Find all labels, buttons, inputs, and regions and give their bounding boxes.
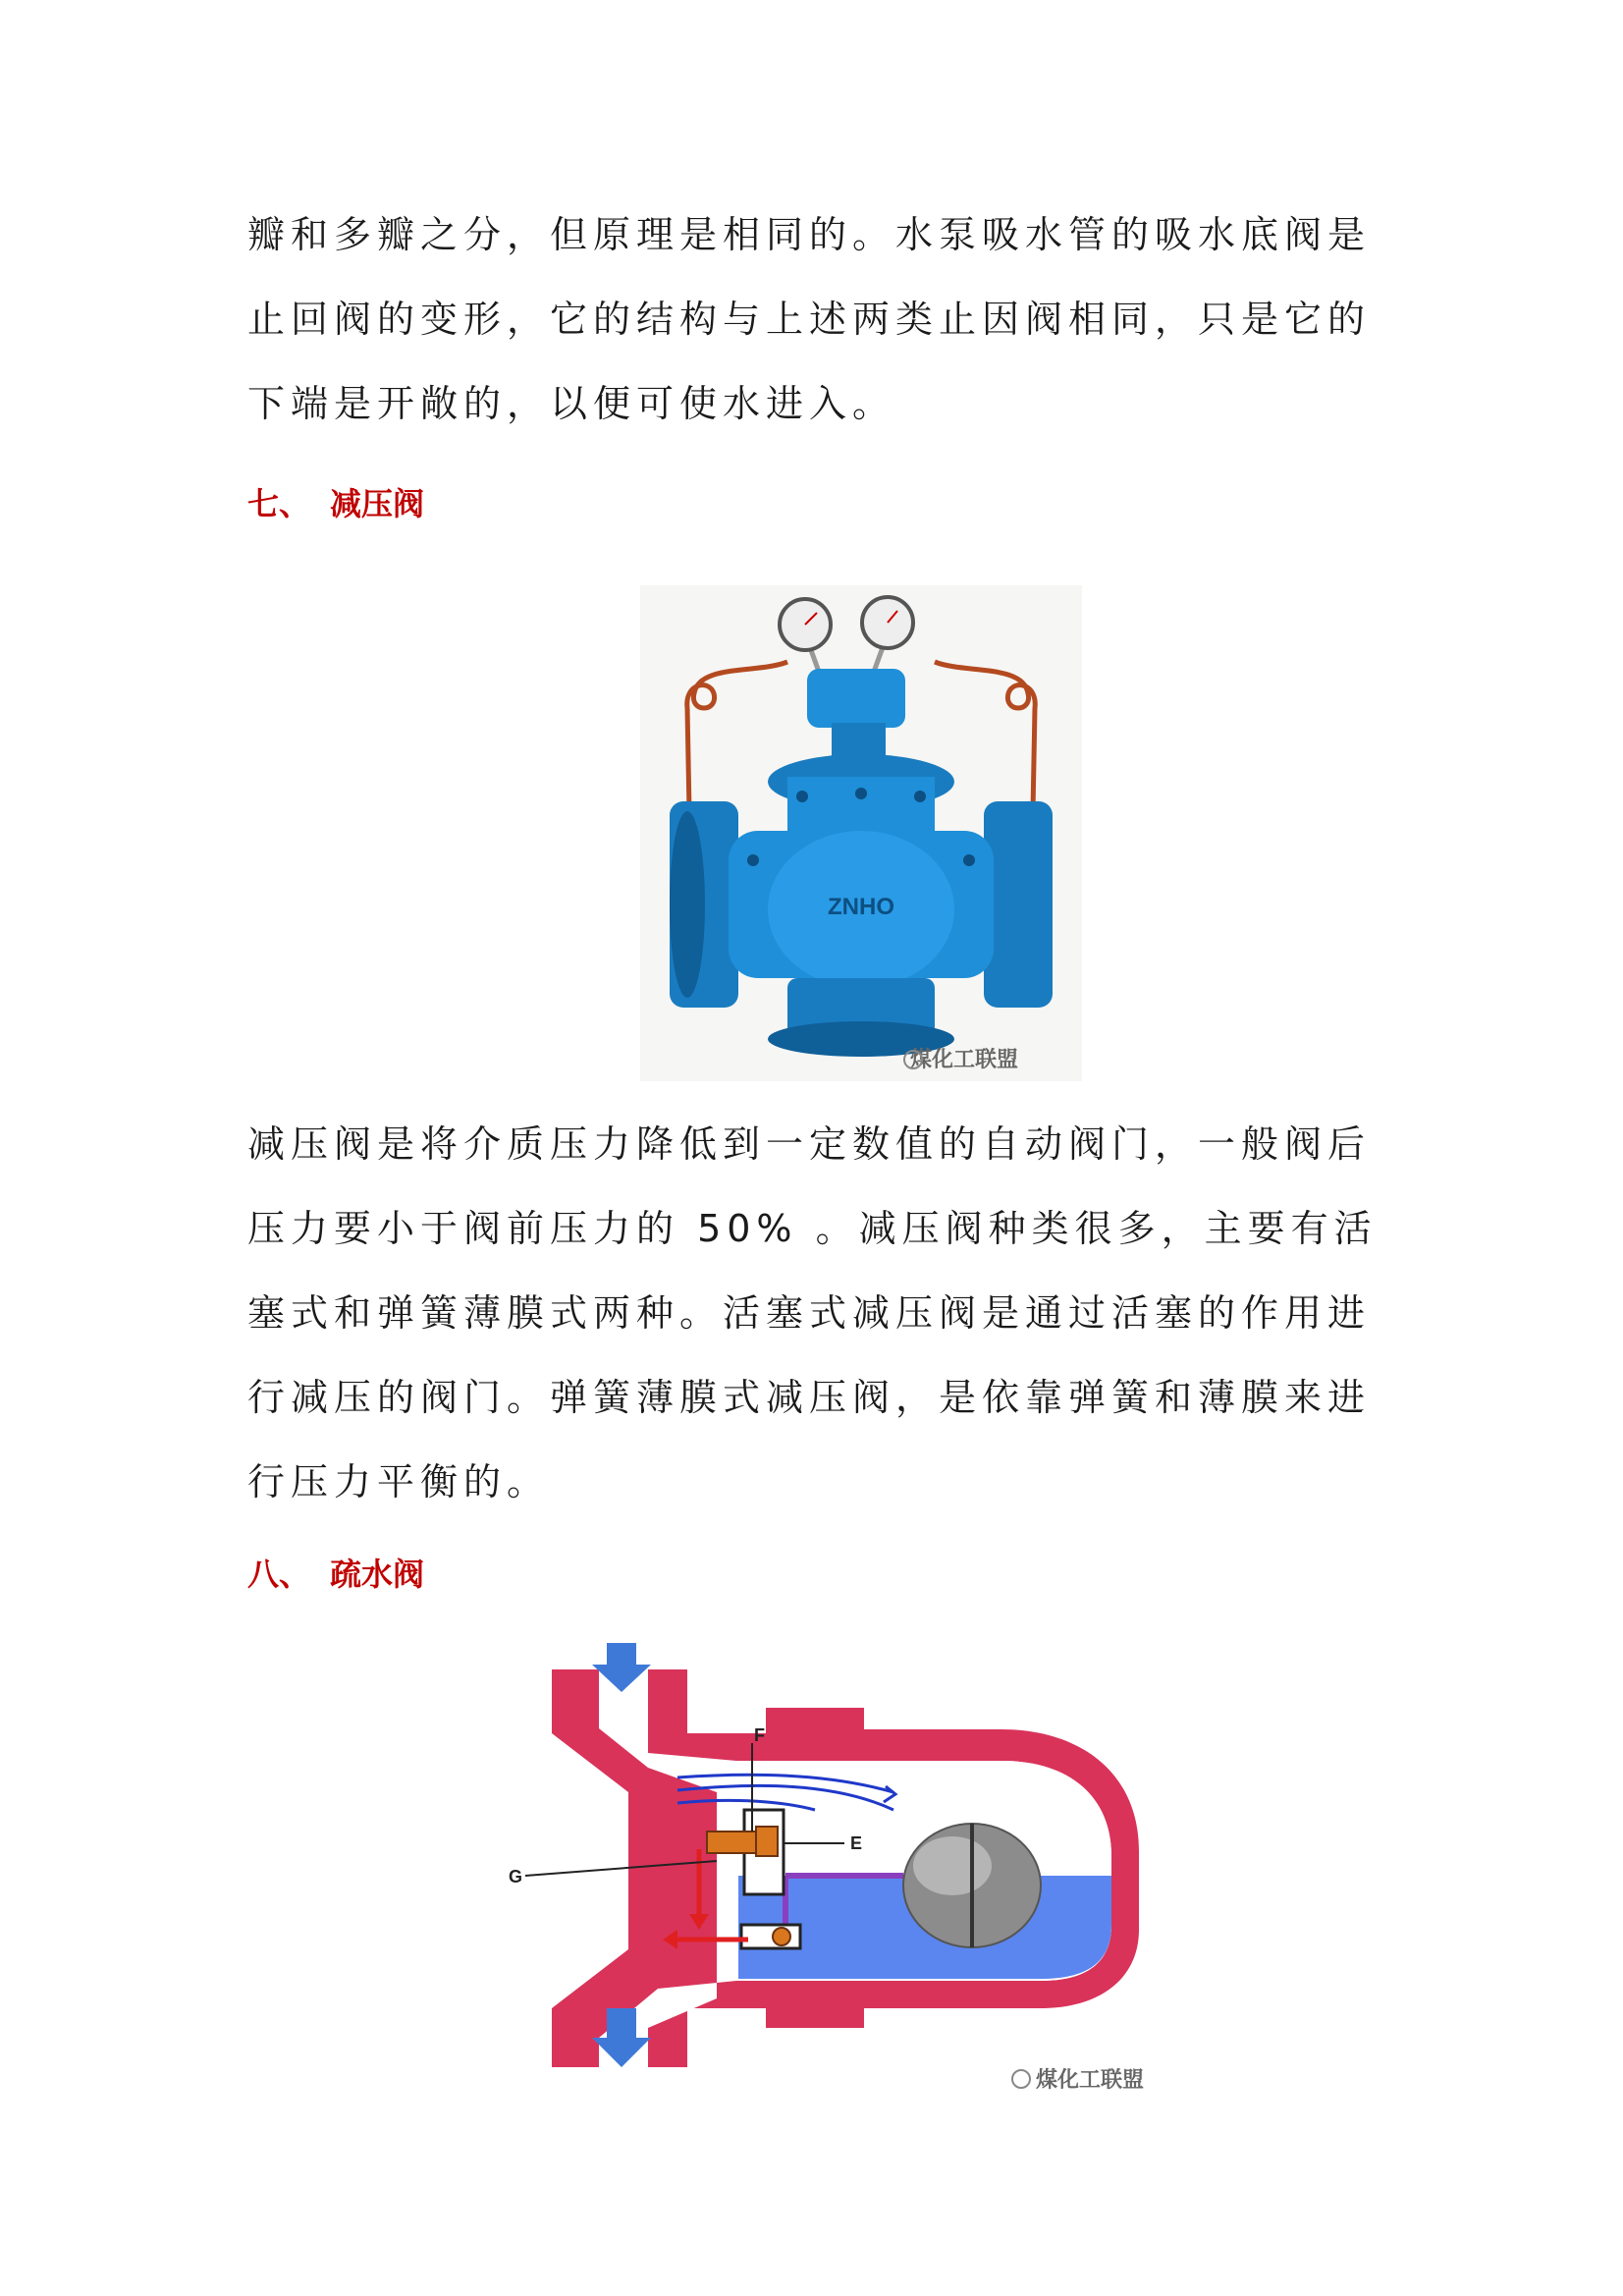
watermark-text: 煤化工联盟 [909,1048,1019,1072]
paragraph-pressure-reducing: 减压阀是将介质压力降低到一定数值的自动阀门，一般阀后压力要小于阀前压力的 50% 。减压阀种类很多，主要有活塞式和弹簧薄膜式两种。活塞式减压阀是通过活塞的作用进行减压的阀门。弹簧薄膜式减压阀，是依靠弹簧和薄膜来进行压力平衡的。 [247,1122,1378,1503]
watermark-text: 煤化工联盟 [1036,2068,1145,2093]
section-title: 疏水阀 [330,1556,425,1593]
section-number: 八、 [247,1556,311,1593]
label-g: G [509,1867,523,1886]
valve-nameplate: ZNHO [828,894,894,920]
section-title: 减压阀 [330,485,425,522]
section-heading-7 [247,479,424,524]
label-e: E [850,1833,863,1853]
pressure-reducing-valve-figure [640,585,1082,1081]
label-f: F [754,1725,765,1745]
steam-trap-illustration [491,1635,1198,2106]
paragraph-intro: 瓣和多瓣之分，但原理是相同的。水泵吸水管的吸水底阀是止回阀的变形，它的结构与上述两类止因阀相同，只是它的下端是开敞的，以便可使水进入。 [247,213,1372,425]
section-number: 七、 [247,485,311,522]
steam-trap-diagram [491,1635,1198,2106]
pressure-reducing-valve-illustration [640,585,1082,1081]
section-heading-8 [247,1550,424,1595]
